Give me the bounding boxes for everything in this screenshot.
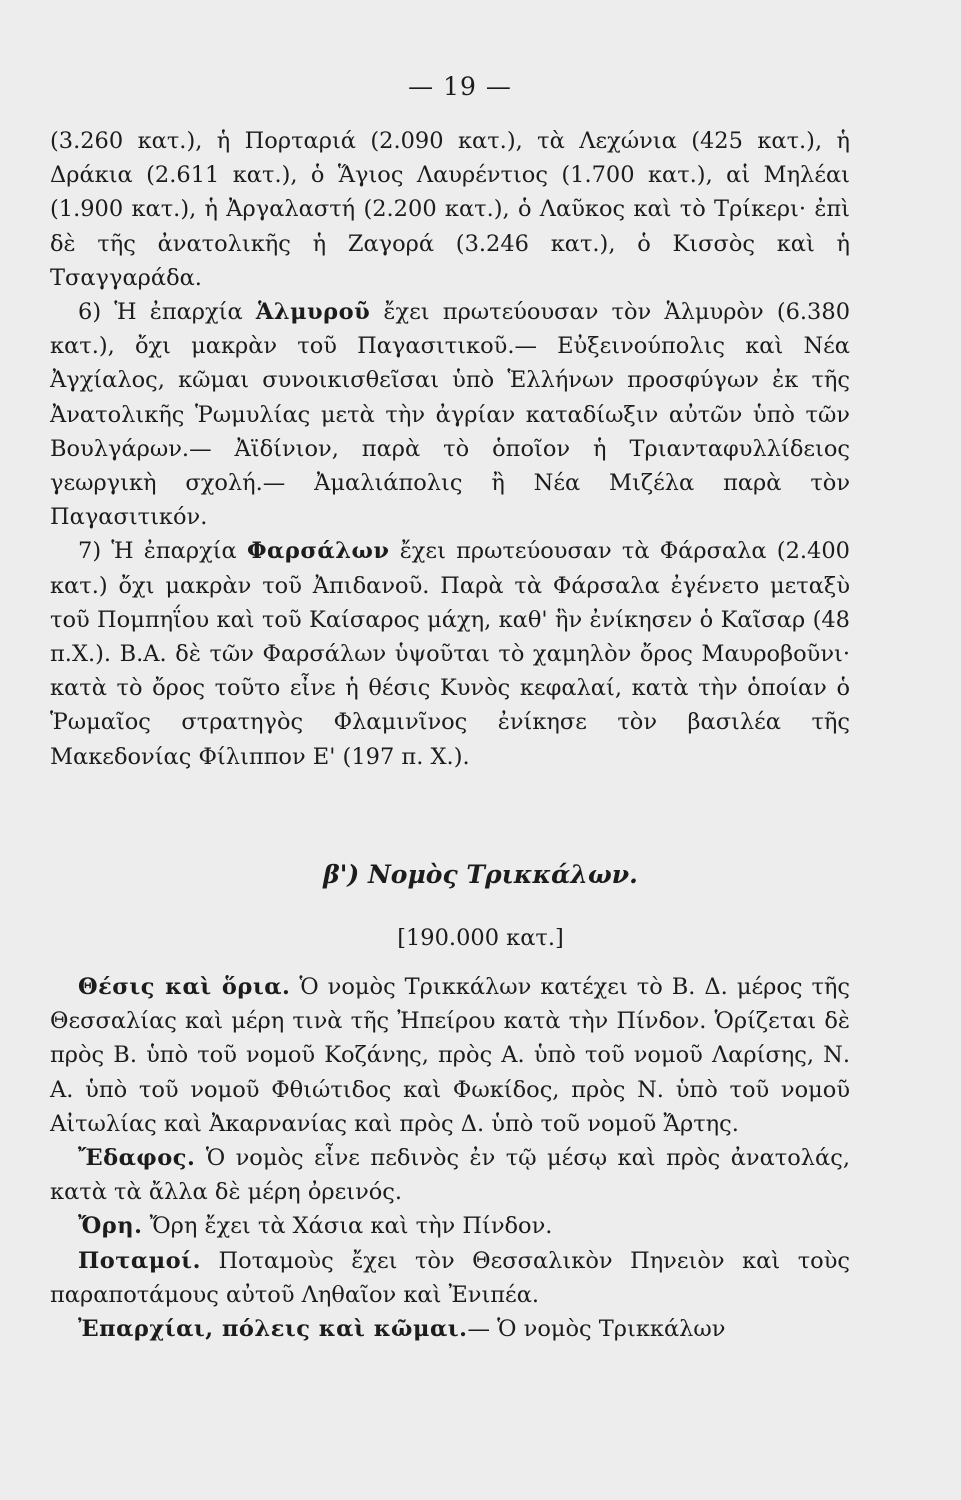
page-number: — 19 — (408, 72, 512, 101)
section-item-label: Ὄρη. (78, 1213, 143, 1240)
paragraph-farsala-text: ἔχει πρωτεύουσαν τὰ Φάρσαλα (2.400 κατ.) ὄχι μακρὰν τοῦ Ἀπιδανοῦ. Παρὰ τὰ Φάρσαλα ἐγένετο μεταξὺ τοῦ Πομπηΐου καὶ τοῦ Καίσαρος μάχη, καθ' ἣν ἐνίκησεν ὁ Καῖσαρ (48 π.Χ.). Β.Α. δὲ τῶν Φαρσάλων ὑψοῦται τὸ χαμηλὸν ὄρος Μαυροβοῦνι· κατὰ τὸ ὄρος τοῦτο εἶνε ἡ θέσις Κυνὸς κεφαλαί, κατὰ τὴν ὁποίαν ὁ Ῥωμαῖος στρατηγὸς Φλαμινῖνος ἐνίκησε τὸν βασιλέα τῆς Μακεδονίας Φίλιππον Ε' (197 π. Χ.). (50, 538, 850, 770)
paragraph-continuation: (3.260 κατ.), ἡ Πορταριά (2.090 κατ.), τὰ Λεχώνια (425 κατ.), ἡ Δράκια (2.611 κατ.), ὁ Ἅγιος Λαυρέντιος (1.700 κατ.), αἱ Μηλέαι (1.900 κατ.), ἡ Ἀργαλαστή (2.200 κατ.), ὁ Λαῦκος καὶ τὸ Τρίκερι· ἐπὶ δὲ τῆς ἀνατολικῆς ἡ Ζαγορά (3.246 κατ.), ὁ Κισσὸς καὶ ἡ Τσαγγαράδα. (50, 128, 850, 291)
population-note: [190.000 κατ.] (397, 925, 564, 951)
section-item-text: Ὁ νομὸς Τρικκάλων κατέχει τὸ Β. Δ. μέρος τῆς Θεσσαλίας καὶ μέρη τινὰ τῆς Ἠπείρου κατὰ τὴν Πίνδον. Ὁρίζεται δὲ πρὸς Β. ὑπὸ τοῦ νομοῦ Κοζάνης, πρὸς Α. ὑπὸ τοῦ νομοῦ Λαρίσης, Ν. Α. ὑπὸ τοῦ νομοῦ Φθιώτιδος καὶ Φωκίδος, πρὸς Ν. ὑπὸ τοῦ νομοῦ Αἰτωλίας καὶ Ἀκαρνανίας καὶ πρὸς Δ. ὑπὸ τοῦ νομοῦ Ἄρτης. (50, 974, 850, 1137)
paragraph-farsala (50, 534, 850, 773)
section-item (50, 1312, 850, 1346)
section-text (50, 970, 850, 1346)
section-heading: β') Νομὸς Τρικκάλων. (323, 860, 638, 889)
paragraph-almyros (50, 295, 850, 534)
province-name-almyros: Ἁλμυροῦ (255, 299, 371, 326)
section-item (50, 1209, 850, 1243)
section-item-text: Ὄρη ἔχει τὰ Χάσια καὶ τὴν Πίνδον. (142, 1213, 553, 1240)
section-item-text: Ὁ νομὸς εἶνε πεδινὸς ἐν τῷ μέσῳ καὶ πρὸς ἀνατολάς, κατὰ τὰ ἄλλα δὲ μέρη ὀρεινός. (50, 1145, 850, 1206)
section-item (50, 1141, 850, 1209)
section-item-text: — Ὁ νομὸς Τρικκάλων (467, 1316, 726, 1343)
section-item-label: Ποταμοί. (78, 1247, 201, 1274)
province-name-farsala: Φαρσάλων (246, 538, 390, 565)
paragraph-almyros-text: ἔχει πρωτεύουσαν τὸν Ἁλμυρὸν (6.380 κατ.), ὄχι μακρὰν τοῦ Παγασιτικοῦ.— Εὐξεινούπολις καὶ Νέα Ἀγχίαλος, κῶμαι συνοικισθεῖσαι ὑπὸ Ἑλλήνων προσφύγων ἐκ τῆς Ἀνατολικῆς Ῥωμυλίας μετὰ τὴν ἀγρίαν καταδίωξιν αὐτῶν ὑπὸ τῶν Βουλγάρων.— Ἀϊδίνιον, παρὰ τὸ ὁποῖον ἡ Τριανταφυλλίδειος γεωργικὴ σχολή.— Ἀμαλιάπολις ἢ Νέα Μιζέλα παρὰ τὸν Παγασιτικόν. (50, 299, 851, 531)
paragraph-almyros-prefix: 6) Ἡ ἐπαρχία (78, 299, 256, 326)
section-item-text: Ποταμοὺς ἔχει τὸν Θεσσαλικὸν Πηνειὸν καὶ τοὺς παραποτάμους αὐτοῦ Ληθαῖον καὶ Ἐνιπέα. (50, 1247, 850, 1308)
section-item-label: Ἐπαρχίαι, πόλεις καὶ κῶμαι. (78, 1316, 468, 1343)
section-item-label: Ἔδαφος. (78, 1145, 196, 1172)
body-text (50, 124, 850, 774)
section-item-label: Θέσις καὶ ὅρια. (78, 974, 291, 1000)
section-item (50, 1244, 850, 1312)
section-item (50, 970, 850, 1141)
paragraph-farsala-prefix: 7) Ἡ ἐπαρχία (78, 538, 247, 565)
